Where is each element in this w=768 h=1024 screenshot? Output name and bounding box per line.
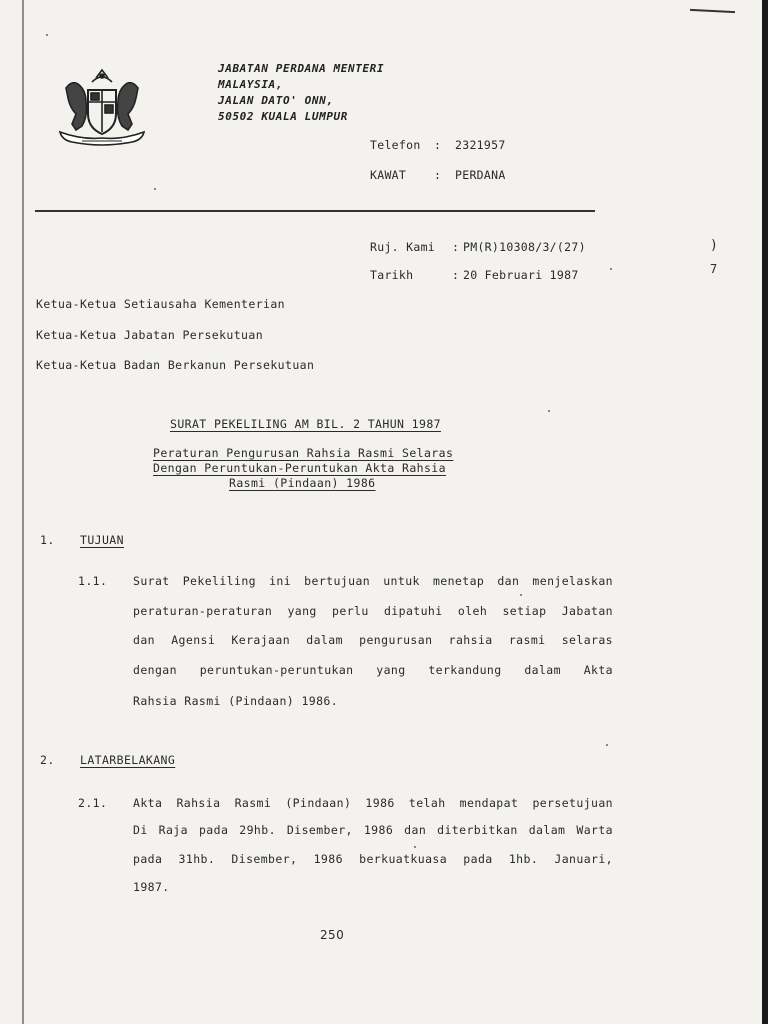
- scan-speck: [610, 268, 612, 270]
- section-number: 2.: [40, 753, 55, 767]
- coat-of-arms-emblem: [52, 68, 152, 152]
- scan-edge-right: [762, 0, 768, 1024]
- paragraph-number: 2.1.: [78, 796, 108, 810]
- scan-mark: [690, 9, 735, 13]
- scan-speck: [548, 410, 550, 412]
- scan-speck: [414, 846, 416, 848]
- paragraph-line: 1987.: [133, 880, 170, 894]
- telefon-label: Telefon: [370, 138, 421, 152]
- ruj-value: PM(R)10308/3/(27): [463, 240, 586, 254]
- scan-speck: [520, 594, 522, 596]
- tarikh-value: 20 Februari 1987: [463, 268, 579, 282]
- address-line-2: MALAYSIA,: [218, 78, 284, 91]
- subtitle-line-3: Rasmi (Pindaan) 1986: [229, 476, 376, 490]
- colon: :: [452, 240, 460, 254]
- margin-mark: 7: [710, 262, 718, 276]
- subtitle-line-1: Peraturan Pengurusan Rahsia Rasmi Selaras: [153, 446, 454, 460]
- recipient-line: Ketua-Ketua Badan Berkanun Persekutuan: [36, 358, 315, 372]
- scan-speck: [154, 188, 156, 190]
- letterhead-divider: [35, 210, 595, 212]
- colon: :: [434, 168, 442, 182]
- circular-title: SURAT PEKELILING AM BIL. 2 TAHUN 1987: [170, 417, 441, 431]
- colon: :: [452, 268, 460, 282]
- address-line-1: JABATAN PERDANA MENTERI: [218, 62, 385, 75]
- telefon-value: 2321957: [455, 138, 506, 152]
- colon: :: [434, 138, 442, 152]
- paragraph-line: peraturan-peraturan yang perlu dipatuhi oleh setiap Jabatan: [133, 604, 613, 618]
- paragraph-number: 1.1.: [78, 574, 108, 588]
- section-heading: LATARBELAKANG: [80, 753, 176, 767]
- paragraph-line: Akta Rahsia Rasmi (Pindaan) 1986 telah mendapat persetujuan: [133, 796, 613, 810]
- scan-speck: [606, 744, 608, 746]
- scan-speck: [46, 34, 48, 36]
- kawat-label: KAWAT: [370, 168, 407, 182]
- paragraph-line: Surat Pekeliling ini bertujuan untuk menetap dan menjelaskan: [133, 574, 613, 588]
- paragraph-line: Rahsia Rasmi (Pindaan) 1986.: [133, 694, 339, 708]
- kawat-value: PERDANA: [455, 168, 506, 182]
- margin-mark: ): [710, 238, 719, 253]
- paragraph-line: dengan peruntukan-peruntukan yang terkandung dalam Akta: [133, 663, 613, 677]
- section-number: 1.: [40, 533, 55, 547]
- page-number: 250: [320, 928, 345, 942]
- recipient-line: Ketua-Ketua Setiausaha Kementerian: [36, 297, 286, 311]
- section-heading: TUJUAN: [80, 533, 124, 547]
- address-line-3: JALAN DATO' ONN,: [218, 94, 334, 107]
- tarikh-label: Tarikh: [370, 268, 414, 282]
- paragraph-line: dan Agensi Kerajaan dalam pengurusan rahsia rasmi selaras: [133, 633, 613, 647]
- scan-edge-left: [22, 0, 24, 1024]
- address-line-4: 50502 KUALA LUMPUR: [218, 110, 349, 123]
- paragraph-line: Di Raja pada 29hb. Disember, 1986 dan diterbitkan dalam Warta: [133, 823, 613, 837]
- ruj-label: Ruj. Kami: [370, 240, 436, 254]
- paragraph-line: pada 31hb. Disember, 1986 berkuatkuasa pada 1hb. Januari,: [133, 852, 613, 866]
- subtitle-line-2: Dengan Peruntukan-Peruntukan Akta Rahsia: [153, 461, 446, 475]
- recipient-line: Ketua-Ketua Jabatan Persekutuan: [36, 328, 264, 342]
